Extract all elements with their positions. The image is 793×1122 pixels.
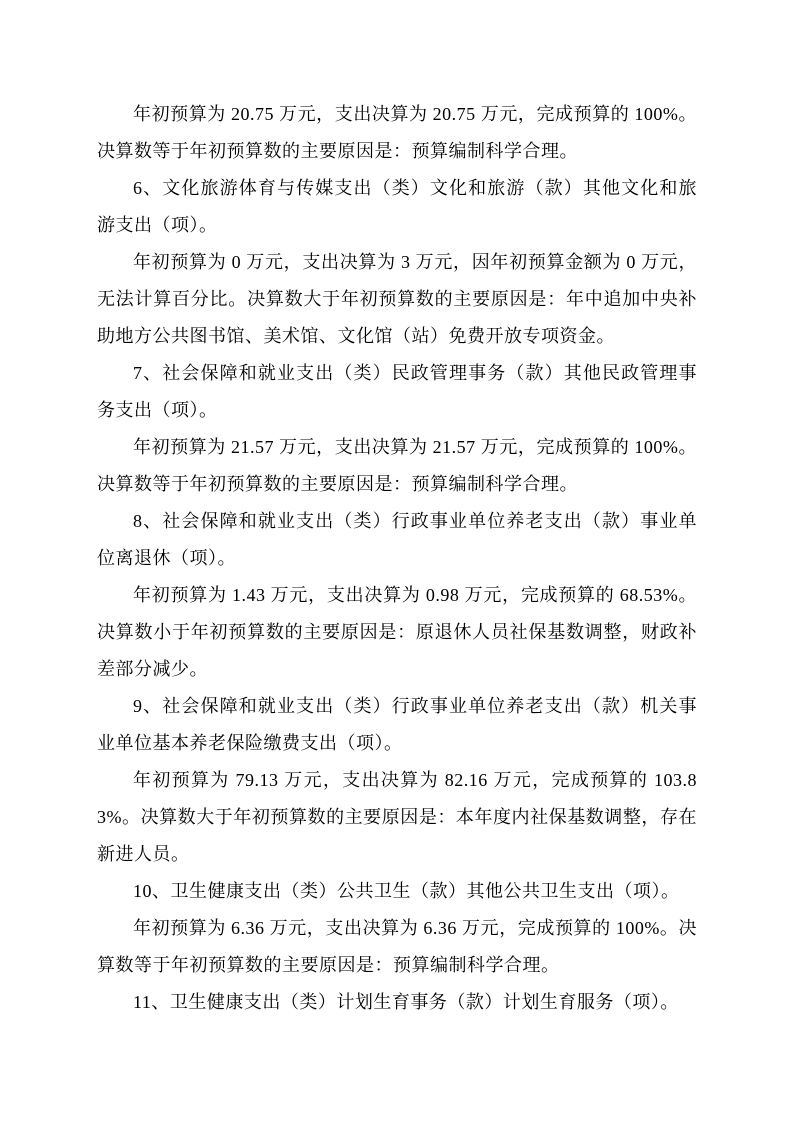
paragraph: 年初预算为 0 万元，支出决算为 3 万元，因年初预算金额为 0 万元，无法计算百分比。决算数大于年初预算数的主要原因是：年中追加中央补助地方公共图书馆、美术馆、文化馆（站）免费开放专项资金。 xyxy=(97,252,697,346)
paragraph: 10、卫生健康支出（类）公共卫生（款）其他公共卫生支出（项）。 xyxy=(133,881,680,901)
paragraph: 6、文化旅游体育与传媒支出（类）文化和旅游（款）其他文化和旅游支出（项）。 xyxy=(97,178,697,235)
paragraph: 11、卫生健康支出（类）计划生育事务（款）计划生育服务（项）。 xyxy=(133,992,679,1012)
paragraph: 年初预算为 20.75 万元，支出决算为 20.75 万元，完成预算的 100%。决算数等于年初预算数的主要原因是：预算编制科学合理。 xyxy=(97,104,697,161)
paragraph: 年初预算为 6.36 万元，支出决算为 6.36 万元，完成预算的 100%。决算数等于年初预算数的主要原因是：预算编制科学合理。 xyxy=(97,918,697,975)
paragraph: 年初预算为 21.57 万元，支出决算为 21.57 万元，完成预算的 100%。决算数等于年初预算数的主要原因是：预算编制科学合理。 xyxy=(97,437,697,494)
document-body xyxy=(97,96,697,1021)
paragraph: 7、社会保障和就业支出（类）民政管理事务（款）其他民政管理事务支出（项）。 xyxy=(97,363,697,420)
paragraph: 8、社会保障和就业支出（类）行政事业单位养老支出（款）事业单位离退休（项）。 xyxy=(97,511,697,568)
paragraph: 9、社会保障和就业支出（类）行政事业单位养老支出（款）机关事业单位基本养老保险缴费支出（项）。 xyxy=(97,696,697,753)
paragraph: 年初预算为 79.13 万元，支出决算为 82.16 万元，完成预算的 103.83%。决算数大于年初预算数的主要原因是：本年度内社保基数调整，存在新进人员。 xyxy=(97,770,697,864)
paragraph: 年初预算为 1.43 万元，支出决算为 0.98 万元，完成预算的 68.53%。决算数小于年初预算数的主要原因是：原退休人员社保基数调整，财政补差部分减少。 xyxy=(97,585,697,679)
